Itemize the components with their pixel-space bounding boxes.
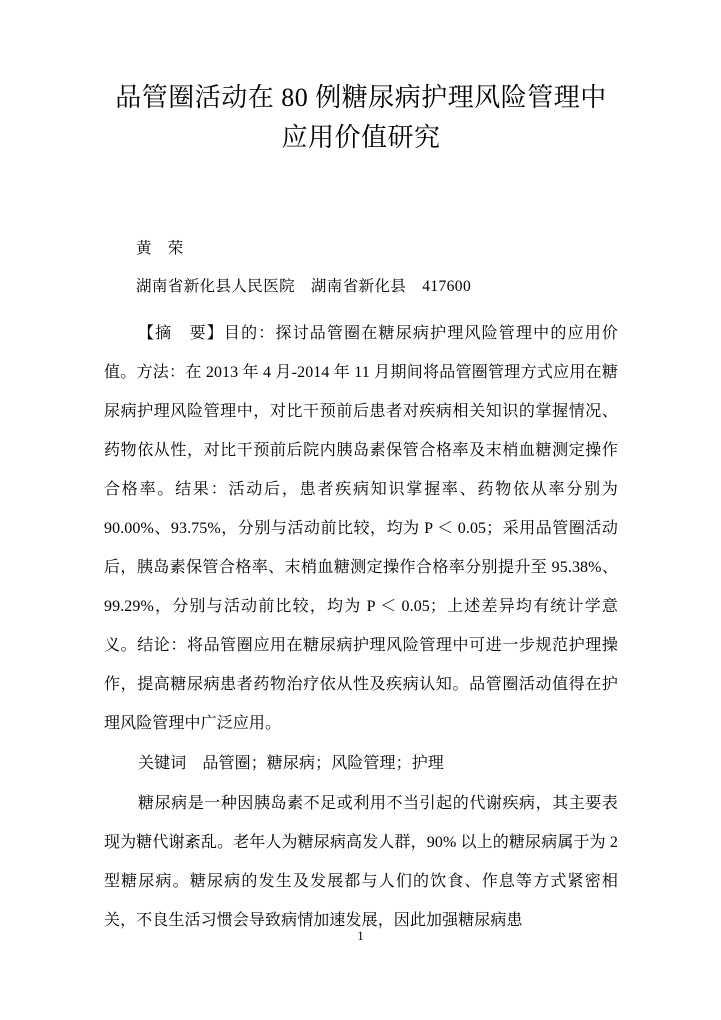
article-title bbox=[104, 0, 618, 158]
author-name: 黄 荣 bbox=[136, 240, 184, 257]
author-affiliation: 湖南省新化县人民医院 湖南省新化县 417600 bbox=[136, 278, 472, 295]
abstract-paragraph: 【摘 要】目的：探讨品管圈在糖尿病护理风险管理中的应用价值。方法：在 2013 年 4 月-2014 年 11 月期间将品管圈管理方式应用在糖尿病护理风险管理中，对比干预前后患者对疾病相关知识的掌握情况、药物依从性，对比干预前后院内胰岛素保管合格率及末梢血糖测定操作合格率。结果：活动后，患者疾病知识掌握率、药物依从率分别为 90.00%、93.75%，分别与活动前比较，均为 P ＜ 0.05；采用品管圈活动后，胰岛素保管合格率、末梢血糖测定操作合格率分别提升至 95.38%、99.29%，分别与活动前比较，均为 P ＜ 0.05；上述差异均有统计学意义。结论：将品管圈应用在糖尿病护理风险管理中可进一步规范护理操作，提高糖尿病患者药物治疗依从性及疾病认知。品管圈活动值得在护理风险管理中广泛应用。 bbox=[104, 325, 618, 732]
article-title-line-1: 品管圈活动在 80 例糖尿病护理风险管理中 bbox=[115, 83, 607, 112]
page-content-column bbox=[104, 0, 618, 940]
article-title-line-2: 应用价值研究 bbox=[281, 123, 441, 152]
author-block bbox=[104, 158, 618, 306]
body-paragraph-1: 糖尿病是一种因胰岛素不足或利用不当引起的代谢疾病，其主要表现为糖代谢紊乱。老年人为糖尿病高发人群，90% 以上的糖尿病属于为 2 型糖尿病。糖尿病的发生及发展都与人们的饮食、作息等方式紧密相关，不良生活习惯会导致病情加速发展，因此加强糖尿病患 bbox=[104, 795, 618, 929]
keywords-line: 关键词 品管圈；糖尿病；风险管理；护理 bbox=[138, 755, 444, 772]
page-number: 1 bbox=[357, 929, 364, 943]
